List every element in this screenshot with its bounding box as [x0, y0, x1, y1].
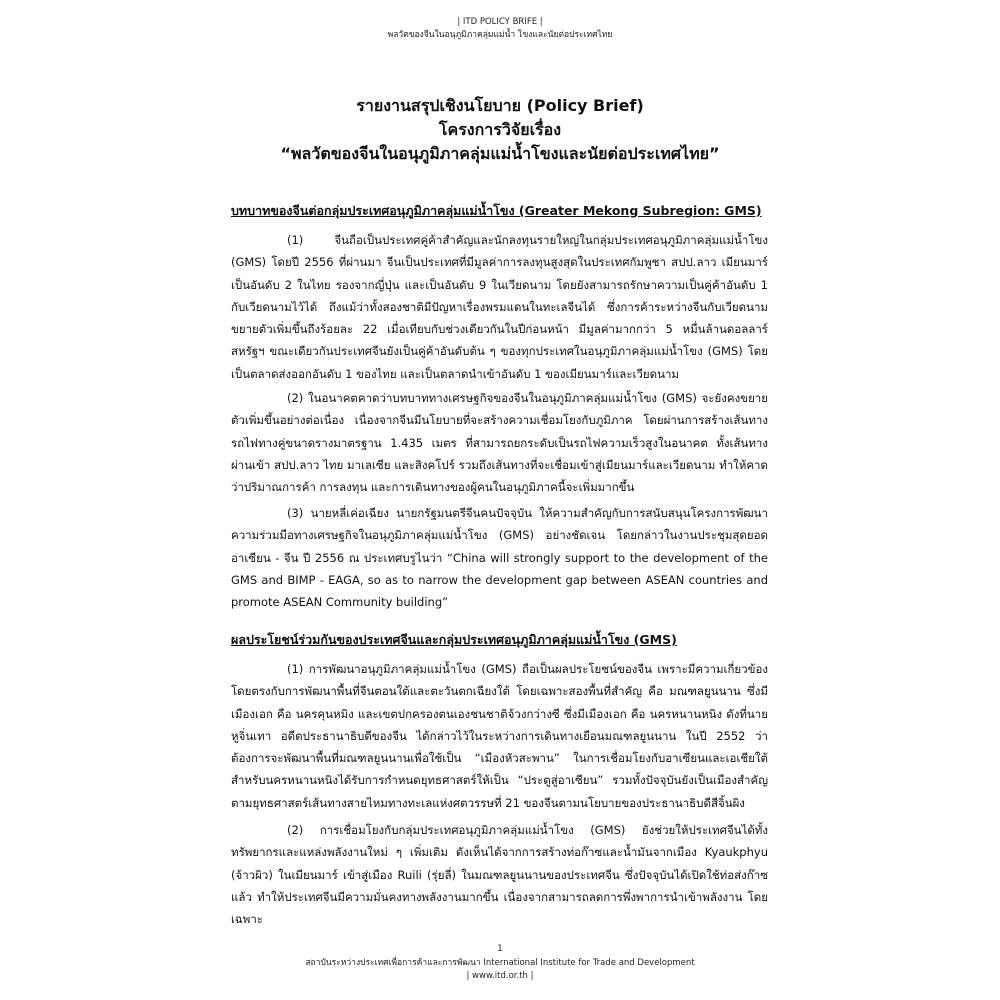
paragraph-mutual-benefits-2: (2) การเชื่อมโยงกับกลุ่มประเทศอนุภูมิภาคลุ่มแม่น้ำโขง (GMS) ยังช่วยให้ประเทศจีนได้ทั้งทรัพยากรและแหล่งพลังงานใหม่ ๆ เพิ่มเติม ดังเห็นได้จากการสร้างท่อก๊าซและน้ำมันจากเมือง Kyaukphyu (จ้าวผิว) ในเมียนมาร์ เข้าสู่เมือง Ruili (รุ่ยลี่) ในมณฑลยูนนานของประเทศจีน ซึ่งปัจจุบันได้เปิดใช้ท่อส่งก๊าซแล้ว ทำให้ประเทศจีนมีความมั่นคงทางพลังงานมากขึ้น เนื่องจากสามารถลดการพึ่งพาการนำเข้าพลังงาน โดยเฉพาะ — [231, 823, 768, 927]
page-number: 1 — [497, 944, 503, 954]
paragraph-china-role-1: (1) จีนถือเป็นประเทศคู่ค้าสำคัญและนักลงทุนรายใหญ่ในกลุ่มประเทศอนุภูมิภาคลุ่มแม่น้ำโขง (GMS) โดยปี 2556 ที่ผ่านมา จีนเป็นประเทศที่มีมูลค่าการลงทุนสูงสุดในประเทศกัมพูชา สปป.ลาว เมียนมาร์ เป็นอันดับ 2 ในไทย รองจากญี่ปุ่น และเป็นอันดับ 9 ในเวียดนาม โดยยังสามารถรักษาความเป็นคู่ค้าอันดับ 1 กับเวียดนามไว้ได้ ถึงแม้ว่าทั้งสองชาติมีปัญหาเรื่องพรมแดนในทะเลจีนได้ ซึ่งการค้าระหว่างจีนกับเวียดนามขยายตัวเพิ่มขึ้นถึงร้อยละ 22 เมื่อเทียบกับช่วงเดียวกันในปีก่อนหน้า มีมูลค่ามากกว่า 5 หมื่นล้านดอลลาร์สหรัฐฯ ขณะเดียวกันประเทศจีนยังเป็นคู่ค้าอันดับต้น ๆ ของทุกประเทศในอนุภูมิภาคลุ่มแม่น้ำโขง (GMS) โดยเป็นตลาดส่งออกอันดับ 1 ของไทย และเป็นตลาดนำเข้าอันดับ 1 ของเมียนมาร์และเวียดนาม — [231, 233, 768, 381]
paragraph-mutual-benefits-1: (1) การพัฒนาอนุภูมิภาคลุ่มแม่น้ำโขง (GMS) ถือเป็นผลประโยชน์ของจีน เพราะมีความเกี่ยวข้องโดยตรงกับการพัฒนาพื้นที่จีนตอนใต้และตะวันตกเฉียงใต้ โดยเฉพาะสองพื้นที่สำคัญ คือ มณฑลยูนนาน ซึ่งมีเมืองเอก คือ นครคุนหมิง และเขตปกครองตนเองชนชาติจ้วงกว่างซี ซึ่งมีเมืองเอก คือ นครหนานหนิง ดังที่นายหูจิ่นเทา อดีตประธานาธิบดีของจีน ได้กล่าวไว้ในระหว่างการเดินทางเยือนมณฑลยูนนาน ในปี 2552 ว่าต้องการจะพัฒนาพื้นที่มณฑลยูนนานเพื่อใช้เป็น “เมืองหัวสะพาน” ในการเชื่อมโยงกับอาเซียนและเอเชียใต้ สำหรับนครหนานหนิงได้รับการกำหนดยุทธศาสตร์ให้เป็น “ประตูสู่อาเซียน” รวมทั้งปัจจุบันยังเป็นเมืองสำคัญตามยุทธศาสตร์เส้นทางสายไหมทางทะเลแห่งศตวรรษที่ 21 ของจีนตามนโยบายของประธานาธิบดีสีจิ้นผิง — [231, 662, 768, 810]
footer-institute-name: สถาบันระหว่างประเทศเพื่อการค้าและการพัฒนา International Institute for Trade and Development — [305, 957, 695, 968]
page-footer — [0, 943, 1000, 984]
header-document-title: พลวัตของจีนในอนุภูมิภาคลุ่มแม่น้ำ โขงและนัยต่อประเทศไทย — [387, 30, 613, 40]
paragraph-china-role-2: (2) ในอนาคตคาดว่าบทบาททางเศรษฐกิจของจีนในอนุภูมิภาคลุ่มแม่น้ำโขง (GMS) จะยังคงขยายตัวเพิ่มขึ้นอย่างต่อเนื่อง เนื่องจากจีนมีนโยบายที่จะสร้างความเชื่อมโยงกับภูมิภาค โดยผ่านการสร้างเส้นทางรถไฟทางคู่ขนาดรางมาตรฐาน 1.435 เมตร ที่สามารถยกระดับเป็นรถไฟความเร็วสูงในอนาคต ทั้งเส้นทางผ่านเข้า สปป.ลาว ไทย มาเลเซีย และสิงคโปร์ รวมถึงเส้นทางที่จะเชื่อมเข้าสู่เมียนมาร์และเวียดนาม ทำให้คาดว่าปริมาณการค้า การลงทุน และการเดินทางของผู้คนในอนุภูมิภาคนี้จะเพิ่มมากขึ้น — [231, 391, 768, 495]
report-type-title: รายงานสรุปเชิงนโยบาย (Policy Brief) — [356, 96, 644, 115]
header-series-label: | ITD POLICY BRIFE | — [457, 17, 543, 27]
running-header — [0, 16, 1000, 42]
paragraph-china-role-3: (3) นายหลี่เค่อเฉียง นายกรัฐมนตรีจีนคนปัจจุบัน ให้ความสำคัญกับการสนับสนุนโครงการพัฒนาความร่วมมือทางเศรษฐกิจในอนุภูมิภาคลุ่มแม่น้ำโขง (GMS) อย่างชัดเจน โดยกล่าวในงานประชุมสุดยอดอาเซียน - จีน ปี 2556 ณ ประเทศบรูไนว่า “China will strongly support to the development of the GMS and BIMP - EAGA, so as to narrow the development gap between ASEAN countries and promote ASEAN Community building” — [231, 506, 768, 610]
section-heading-china-role: บทบาทของจีนต่อกลุ่มประเทศอนุภูมิภาคลุ่มแม่น้ำโขง (Greater Mekong Subregion: GMS) — [231, 203, 762, 218]
footer-website: | www.itd.or.th | — [466, 971, 534, 981]
section-heading-mutual-benefits: ผลประโยชน์ร่วมกันของประเทศจีนและกลุ่มประเทศอนุภูมิภาคลุ่มแม่น้ำโขง (GMS) — [231, 632, 677, 647]
document-title-block — [0, 94, 1000, 166]
project-title: “พลวัตของจีนในอนุภูมิภาคลุ่มแม่น้ำโขงและนัยต่อประเทศไทย” — [280, 144, 720, 163]
project-label: โครงการวิจัยเรื่อง — [438, 120, 562, 139]
